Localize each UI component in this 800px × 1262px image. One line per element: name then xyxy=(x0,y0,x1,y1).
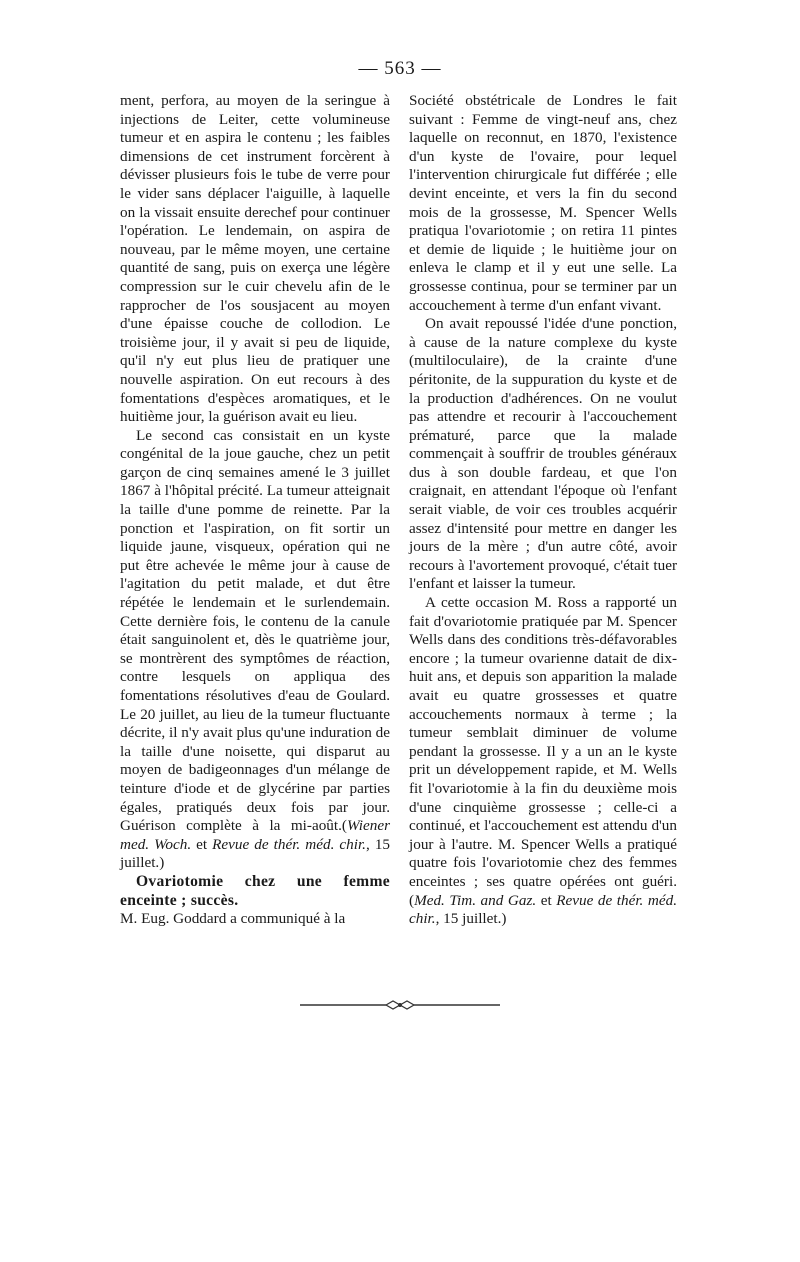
ornament-diamond-left xyxy=(386,1001,400,1009)
left-column xyxy=(120,92,390,929)
citation-and-right: et xyxy=(536,891,557,909)
left-paragraph-2 xyxy=(120,427,390,873)
right-paragraph-3 xyxy=(409,594,677,929)
right-column xyxy=(409,92,677,929)
right-paragraph-3-text: A cette occasion M. Ross a rapporté un fait d'ovariotomie pratiquée par M. Spencer Wells dans des conditions très-défavorables encore ; la tumeur ovarienne datait de dix-huit ans, et depuis son apparition la malade avait eu quatre grossesses et quatre accouchements normaux à terme ; la tumeur semblait diminuer de volume pendant la grossesse. Il y a un an le kyste prit un développement rapide, et M. Wells fit l'ovariotomie à la fin du deuxième mois d'une cinquième grossesse ; celle-ci a continué, et l'accouchement est attendu d'un jour à l'autre. M. Spencer Wells a pratiqué quatre fois l'ovariotomie chez des femmes enceintes ; ses quatre opérées ont guéri. xyxy=(409,594,677,890)
citation-journal: Wiener med. Woch. xyxy=(120,817,390,853)
citation-date: , 15 juillet.) xyxy=(120,835,391,872)
ornament-divider xyxy=(300,999,500,1011)
citation-open: ( xyxy=(341,817,347,835)
section-title: Ovariotomie chez une femme enceinte ; succès. xyxy=(120,872,390,909)
citation-and: et xyxy=(191,835,213,853)
section-start-text: M. Eug. Goddard a communiqué à la xyxy=(120,910,346,928)
citation-journal-2-right: Revue de thér. méd. chir. xyxy=(409,891,677,928)
right-paragraph-1: Société obstétricale de Londres le fait suivant : Femme de vingt-neuf ans, chez laquelle on reconnut, en 1870, l'existence d'un kyste de l'ovaire, pour lequel l'intervention chirurgicale fut différée ; elle devint enceinte, et vers la fin du second mois de la grossesse, M. Spencer Wells pratiqua l'ovariotomie ; on retira 11 pintes et demie de liquide ; le huitième jour on enleva le clamp et il y eut une selle. La grossesse continua, pour se terminer par un accouchement à terme d'un enfant vivant. xyxy=(409,92,677,314)
page-number: — 563 — xyxy=(358,58,442,79)
citation-open-right: ( xyxy=(409,891,415,909)
right-paragraph-2: On avait repoussé l'idée d'une ponction, à cause de la nature complexe du kyste (multiloculaire), de la crainte d'une péritonite, de la suppuration du kyste et de la production d'adhérences. On ne voulut pas attendre et recourir à l'accouchement prématuré, parce que la malade commençait à souffrir de troubles généraux dus à son double fardeau, et que l'on craignait, en attendant l'époque où l'enfant serait viable, de voir ces troubles acquérir assez d'intensité pour mettre en danger les jours de la mère ; d'un autre côté, avoir recours à l'avortement provoqué, c'était tuer l'enfant et laisser la tumeur. xyxy=(409,315,677,593)
ornament-center-dot xyxy=(398,1003,402,1007)
citation-date-right: , 15 juillet.) xyxy=(435,910,507,928)
ornament-diamond-right xyxy=(400,1001,414,1009)
left-paragraph-1: ment, perfora, au moyen de la seringue à injections de Leiter, cette volumineuse tumeur et en aspira le contenu ; les faibles dimensions de cet instrument forcèrent à dévisser plusieurs fois le tube de verre pour le vider sans déplacer l'aiguille, à laquelle on la vissait ensuite derechef pour continuer l'opération. Le lendemain, on aspira de nouveau, par le même moyen, une certaine quantité de sang, puis on exerça une légère compression sur le cuir chevelu afin de le rapprocher de l'os sousjacent au moyen d'une épaisse couche de collodion. Le troisième jour, il y avait si peu de liquide, qu'il n'y eut plus lieu de pratiquer une nouvelle aspiration. On eut recours à des fomentations d'espèces aromatiques, et le huitième jour, la guérison avait eu lieu. xyxy=(120,92,390,426)
citation-journal-right: Med. Tim. and Gaz. xyxy=(414,891,537,909)
left-paragraph-2-text: Le second cas consistait en un kyste congénital de la joue gauche, chez un petit garçon de cinq semaines amené le 3 juillet 1867 à l'hôpital précité. La tumeur atteignait la taille d'une pomme de reinette. Par la ponction et l'aspiration, on fit sortir un liquide jaune, visqueux, opération qui ne put être achevée le même jour à cause de l'agitation du petit malade, et dut être répétée le lendemain et le surlendemain. Cette dernière fois, le contenu de la canule était sanguinolent et, dès le quatrième jour, se montrèrent des symptômes de réaction, contre lesquels on appliqua des fomentations résolutives d'eau de Goulard. Le 20 juillet, au lieu de la tumeur fluctuante décrite, il n'y avait plus qu'une induration de la taille d'une noisette, qui disparut au moyen de badigeonnages d'un mélange de teinture d'iode et de glycérine par parties égales, pratiqués deux fois par jour. Guérison complète à la mi-août. xyxy=(120,426,390,835)
citation-journal-2: Revue de thér. méd. chir. xyxy=(212,835,366,853)
